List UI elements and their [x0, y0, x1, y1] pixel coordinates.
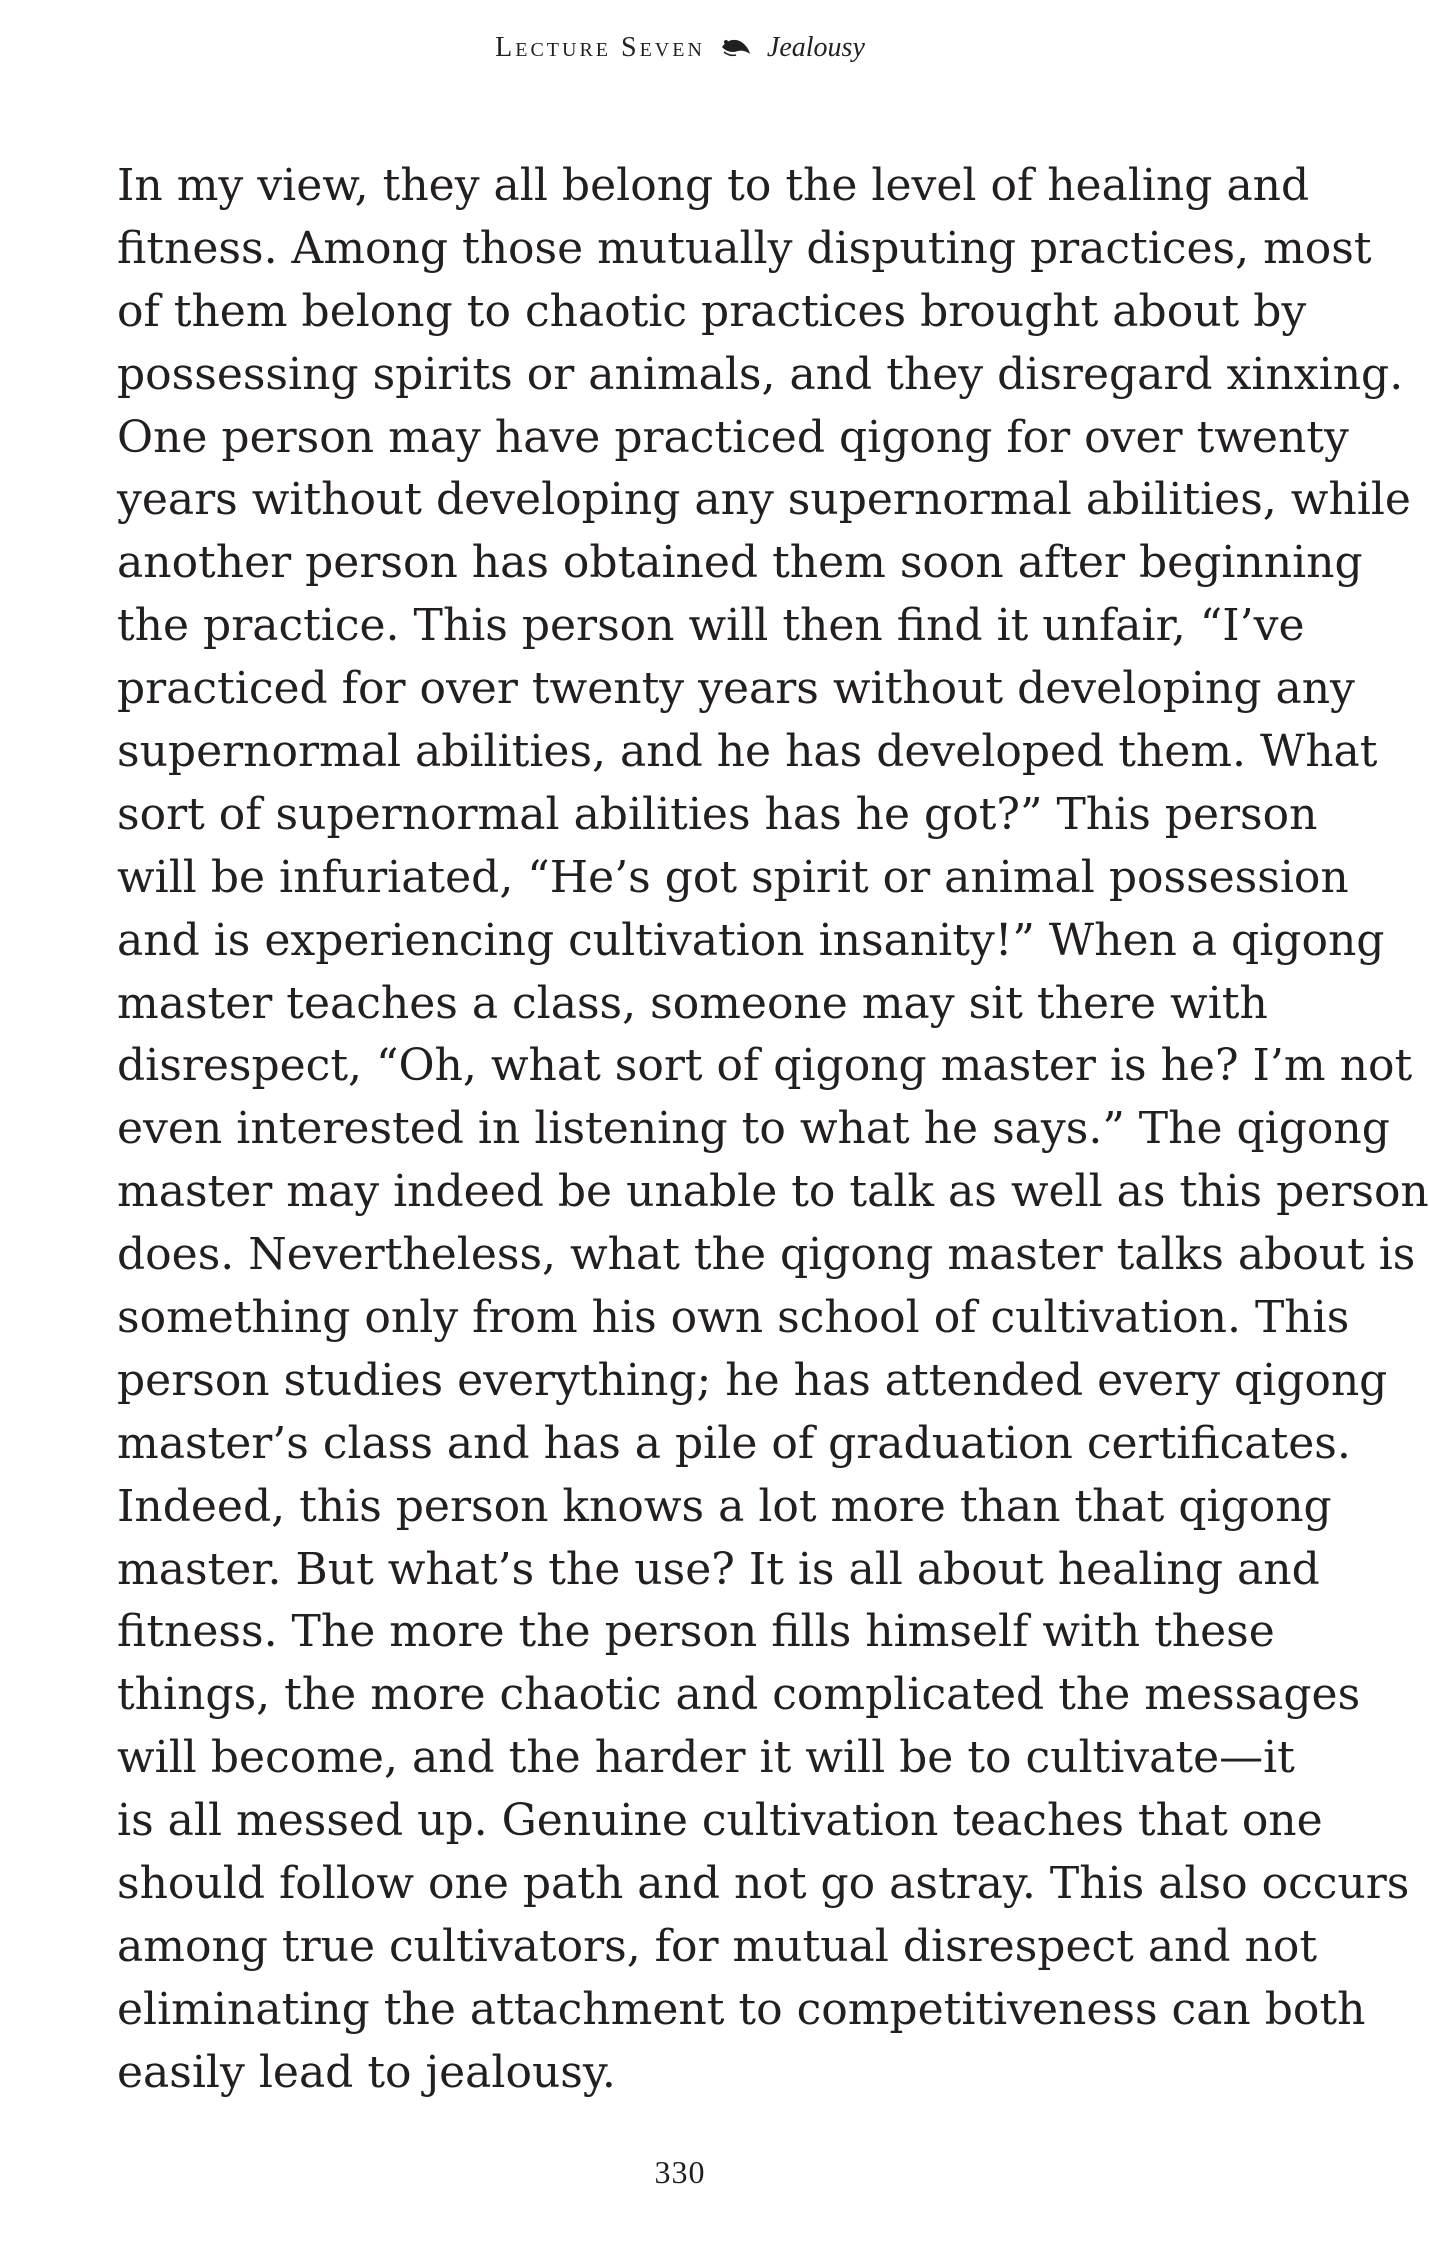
- running-head: [0, 28, 1360, 68]
- chapter-title: Lecture Seven: [495, 32, 705, 63]
- text-line: will be infuriated, “He’s got spirit or animal possession: [117, 851, 1349, 903]
- text-line: master. But what’s the use? It is all about healing and: [117, 1543, 1320, 1595]
- text-line: should follow one path and not go astray. This also occurs: [117, 1858, 1410, 1910]
- text-line: even interested in listening to what he says.” The qigong: [117, 1103, 1390, 1155]
- text-line: possessing spirits or animals, and they disregard xinxing.: [117, 348, 1404, 400]
- text-line: among true cultivators, for mutual disrespect and not: [117, 1920, 1318, 1972]
- text-line: person studies everything; he has attended every qigong: [117, 1354, 1388, 1406]
- text-line: things, the more chaotic and complicated the messages: [117, 1669, 1361, 1721]
- text-line: something only from his own school of cultivation. This: [117, 1292, 1350, 1344]
- body-paragraph: [117, 155, 1429, 2105]
- section-topic: Jealousy: [766, 32, 865, 63]
- page-number: 330: [654, 2154, 706, 2190]
- text-line: easily lead to jealousy.: [117, 2046, 616, 2098]
- text-line: is all messed up. Genuine cultivation teaches that one: [117, 1795, 1323, 1847]
- text-line: the practice. This person will then find it unfair, “I’ve: [117, 600, 1305, 652]
- text-line: practiced for over twenty years without developing any: [117, 663, 1355, 715]
- text-line: does. Nevertheless, what the qigong master talks about is: [117, 1229, 1416, 1281]
- text-line: sort of supernormal abilities has he got?” This person: [117, 788, 1318, 840]
- text-line: supernormal abilities, and he has developed them. What: [117, 726, 1378, 778]
- text-line: will become, and the harder it will be to cultivate—it: [117, 1732, 1295, 1784]
- text-line: master teaches a class, someone may sit there with: [117, 977, 1268, 1029]
- text-line: disrespect, “Oh, what sort of qigong master is he? I’m not: [117, 1040, 1413, 1092]
- text-line: fitness. The more the person fills himself with these: [117, 1606, 1275, 1658]
- text-line: One person may have practiced qigong for over twenty: [117, 411, 1349, 463]
- text-line: Indeed, this person knows a lot more than that qigong: [117, 1480, 1332, 1532]
- text-line: master may indeed be unable to talk as well as this person: [117, 1166, 1429, 1218]
- text-line: and is experiencing cultivation insanity!” When a qigong: [117, 914, 1385, 966]
- text-line: fitness. Among those mutually disputing practices, most: [117, 222, 1372, 274]
- text-line: master’s class and has a pile of graduation certificates.: [117, 1417, 1351, 1469]
- text-line: In my view, they all belong to the level of healing and: [117, 160, 1310, 211]
- text-line: of them belong to chaotic practices brought about by: [117, 285, 1307, 337]
- text-line: eliminating the attachment to competitiveness can both: [117, 1983, 1366, 2035]
- fleuron-icon: [720, 36, 752, 58]
- text-line: another person has obtained them soon after beginning: [117, 537, 1363, 589]
- text-line: years without developing any supernormal abilities, while: [117, 474, 1411, 526]
